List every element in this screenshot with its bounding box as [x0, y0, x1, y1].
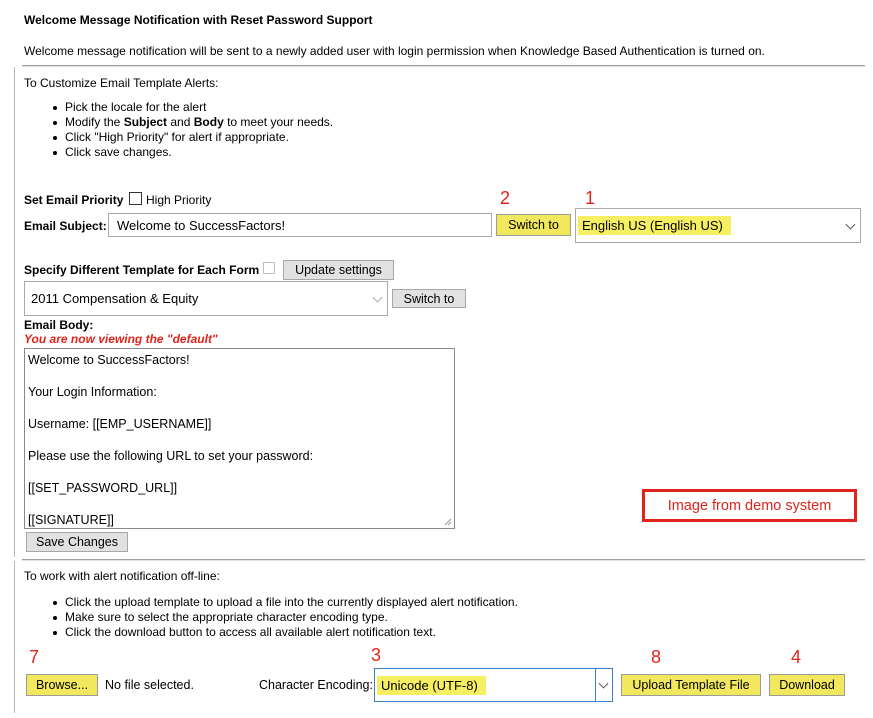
browse-button[interactable]: Browse...: [26, 674, 98, 696]
update-settings-button[interactable]: Update settings: [283, 260, 394, 280]
section-border: [14, 67, 15, 557]
annotation-number-8: 8: [651, 647, 662, 667]
divider: [22, 65, 865, 67]
offline-instructions: [50, 595, 518, 640]
customize-heading: To Customize Email Template Alerts:: [24, 76, 219, 90]
list-item: Modify the Subject and Body to meet your needs.: [50, 115, 333, 130]
locale-switch-button[interactable]: Switch to: [496, 214, 571, 236]
download-button[interactable]: Download: [769, 674, 845, 696]
annotation-number-3: 3: [371, 645, 382, 665]
encoding-selected-value: Unicode (UTF-8): [377, 676, 486, 695]
viewing-default-note: You are now viewing the "default": [24, 332, 218, 346]
resize-handle-icon[interactable]: [443, 517, 452, 526]
list-item: Make sure to select the appropriate character encoding type.: [50, 610, 518, 625]
annotation-number-7: 7: [29, 647, 40, 667]
form-switch-button[interactable]: Switch to: [392, 289, 466, 308]
list-item: Click "High Priority" for alert if appropriate.: [50, 130, 333, 145]
list-item: Click the upload template to upload a file into the currently displayed alert notification.: [50, 595, 518, 610]
template-per-form-label: Specify Different Template for Each Form: [24, 263, 260, 277]
form-select[interactable]: [24, 281, 388, 316]
email-body-label: Email Body:: [24, 318, 94, 332]
character-encoding-label: Character Encoding:: [259, 678, 373, 692]
offline-heading: To work with alert notification off-line:: [24, 569, 220, 583]
annotation-number-4: 4: [791, 647, 802, 667]
email-subject-label: Email Subject:: [24, 219, 107, 233]
high-priority-checkbox[interactable]: [129, 192, 142, 205]
upload-template-file-button[interactable]: Upload Template File: [621, 674, 761, 696]
priority-label: Set Email Priority: [24, 193, 124, 207]
locale-select[interactable]: [575, 208, 861, 243]
form-selected-value: 2011 Compensation & Equity: [31, 291, 199, 306]
demo-system-note: Image from demo system: [642, 489, 857, 522]
list-item: Pick the locale for the alert: [50, 100, 333, 115]
page-description: Welcome message notification will be sent to a newly added user with login permission when Knowledge Based Authentication is turned on.: [24, 44, 765, 58]
annotation-number-2: 2: [500, 188, 511, 208]
annotation-number-1: 1: [585, 188, 596, 208]
select-divider: [595, 669, 596, 701]
save-changes-button[interactable]: Save Changes: [26, 532, 128, 552]
section-border: [14, 561, 15, 713]
email-body-textarea[interactable]: Welcome to SuccessFactors! Your Login Information: Username: [[EMP_USERNAME]] Please use the following URL to set your password: [[SET_PASSWORD_URL]] [[SIGNATURE]]: [24, 348, 455, 529]
chevron-down-icon: [373, 292, 383, 302]
chevron-down-icon: [599, 679, 609, 689]
list-item: Click the download button to access all available alert notification text.: [50, 625, 518, 640]
divider: [22, 559, 865, 561]
locale-selected-value: English US (English US): [578, 216, 731, 235]
no-file-selected-text: No file selected.: [105, 678, 194, 692]
high-priority-label: High Priority: [146, 193, 212, 207]
character-encoding-select[interactable]: [374, 668, 613, 702]
chevron-down-icon: [846, 219, 856, 229]
customize-instructions: [50, 100, 333, 160]
page-title: Welcome Message Notification with Reset Password Support: [24, 13, 373, 27]
email-subject-input[interactable]: Welcome to SuccessFactors!: [108, 213, 492, 237]
list-item: Click save changes.: [50, 145, 333, 160]
template-per-form-checkbox[interactable]: [263, 262, 275, 274]
